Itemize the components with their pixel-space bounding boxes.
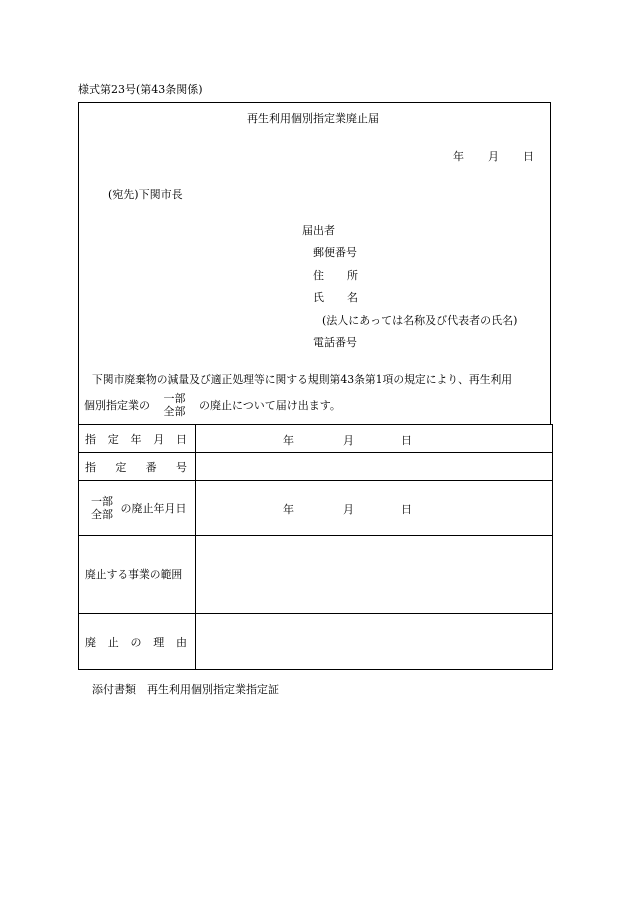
- body-line-1: 下関市廃棄物の減量及び適正処理等に関する規則第43条第1項の規定により、再生利用: [92, 373, 513, 386]
- designated-date-label: [79, 425, 196, 453]
- designated-date-value[interactable]: [196, 425, 553, 453]
- reason-char: 由: [176, 635, 187, 649]
- dn-char: 指: [85, 460, 96, 474]
- dd-char: 日: [176, 432, 187, 446]
- date-month: 月: [488, 150, 499, 163]
- corporation-note: (法人にあっては名称及び代表者の氏名): [322, 314, 518, 327]
- choice-all: 全部: [163, 405, 186, 418]
- date-day: 日: [523, 150, 534, 163]
- ymd-year: 年: [283, 503, 294, 516]
- ymd-month: 月: [343, 433, 354, 447]
- abolish-date-value[interactable]: [196, 481, 553, 536]
- designated-number-row: [79, 453, 553, 481]
- body-line-2-pre: 個別指定業の: [84, 399, 150, 412]
- abolish-date-row: [79, 481, 553, 536]
- choice-partial: 一部: [163, 392, 186, 405]
- details-table: [78, 424, 553, 670]
- reason-char: 理: [153, 635, 165, 649]
- phone-label: 電話番号: [313, 336, 357, 349]
- scope-row: [79, 536, 553, 614]
- body-choice: [164, 392, 186, 418]
- date-year: 年: [453, 150, 464, 163]
- dd-char: 年: [130, 432, 142, 446]
- reason-char: の: [130, 635, 142, 649]
- name-label-b: 名: [347, 291, 358, 304]
- name-label-a: 氏: [313, 291, 324, 304]
- reason-char: 止: [107, 635, 119, 649]
- addressee: (宛先)下関市長: [108, 188, 183, 201]
- reason-char: 廃: [85, 635, 96, 649]
- form-title: 再生利用個別指定業廃止届: [247, 112, 379, 125]
- designated-date-row: [79, 425, 553, 453]
- scope-value[interactable]: [196, 536, 553, 614]
- body-line-2: [84, 392, 341, 418]
- address-label-b: 所: [347, 269, 358, 282]
- dd-char: 定: [107, 432, 119, 446]
- abolish-date-text: の廃止年月日: [120, 502, 187, 515]
- ymd-day: 日: [401, 433, 412, 447]
- reason-value[interactable]: [196, 614, 553, 670]
- dn-char: 定: [115, 460, 127, 474]
- ymd-month: 月: [343, 503, 354, 516]
- form-number: 様式第23号(第43条関係): [78, 83, 203, 96]
- abolish-partial: 一部: [91, 495, 113, 508]
- dn-char: 番: [145, 460, 157, 474]
- abolish-all: 全部: [91, 508, 113, 521]
- reason-row: [79, 614, 553, 670]
- ymd-year: 年: [283, 433, 294, 447]
- postal-code-label: 郵便番号: [313, 246, 357, 259]
- notifier-heading: 届出者: [302, 224, 335, 237]
- dd-char: 指: [85, 432, 96, 446]
- designated-number-label: [79, 453, 196, 481]
- scope-label: 廃止する事業の範囲: [79, 536, 196, 614]
- address-label-a: 住: [313, 269, 324, 282]
- dn-char: 号: [175, 460, 187, 474]
- attachment-note: 添付書類 再生利用個別指定業指定証: [92, 683, 279, 696]
- dd-char: 月: [153, 432, 165, 446]
- ymd-day: 日: [401, 503, 412, 516]
- abolish-date-label: [79, 481, 196, 536]
- body-line-2-post: の廃止について届け出ます。: [199, 399, 341, 412]
- abolish-choice: [91, 495, 113, 521]
- reason-label: [79, 614, 196, 670]
- designated-number-value[interactable]: [196, 453, 553, 481]
